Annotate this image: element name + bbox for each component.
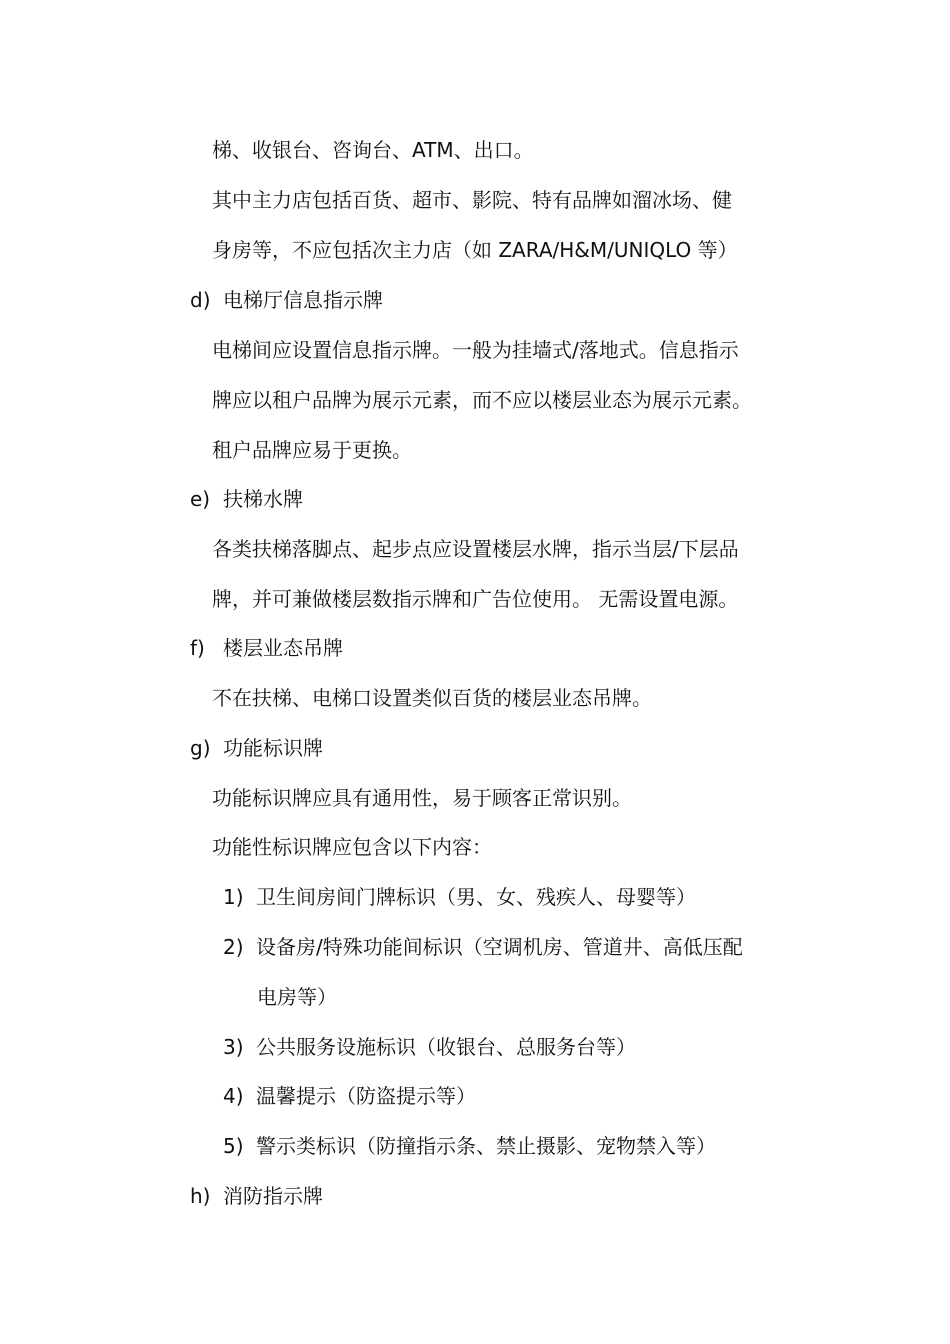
section-title: 功能标识牌 bbox=[223, 736, 323, 760]
paragraph-line: 功能标识牌应具有通用性，易于顾客正常识别。 bbox=[212, 786, 632, 810]
list-item-number: 2) bbox=[223, 935, 244, 959]
list-item bbox=[223, 933, 743, 961]
list-item-number: 5) bbox=[223, 1134, 244, 1158]
section-title: 电梯厅信息指示牌 bbox=[223, 288, 383, 312]
list-item bbox=[223, 883, 696, 911]
section-heading-g bbox=[190, 734, 323, 762]
paragraph-line: 功能性标识牌应包含以下内容： bbox=[212, 835, 492, 859]
section-heading-f bbox=[190, 634, 343, 662]
paragraph-line: 不在扶梯、电梯口设置类似百货的楼层业态吊牌。 bbox=[212, 686, 652, 710]
list-item-text: 公共服务设施标识（收银台、总服务台等） bbox=[256, 1035, 636, 1059]
paragraph-line: 牌，并可兼做楼层数指示牌和广告位使用。 无需设置电源。 bbox=[212, 587, 739, 611]
paragraph-line: 电梯间应设置信息指示牌。一般为挂墙式/落地式。信息指示 bbox=[212, 338, 739, 362]
list-item bbox=[223, 1033, 636, 1061]
section-marker: h) bbox=[190, 1184, 211, 1208]
paragraph-line: 牌应以租户品牌为展示元素，而不应以楼层业态为展示元素。 bbox=[212, 388, 752, 412]
section-marker: f) bbox=[190, 636, 205, 660]
list-item-continuation: 电房等） bbox=[257, 985, 337, 1009]
section-marker: e) bbox=[190, 487, 211, 511]
list-item-number: 4) bbox=[223, 1084, 244, 1108]
paragraph-line: 租户品牌应易于更换。 bbox=[212, 438, 412, 462]
section-marker: g) bbox=[190, 736, 211, 760]
list-item-number: 1) bbox=[223, 885, 244, 909]
list-item-text: 设备房/特殊功能间标识（空调机房、管道井、高低压配 bbox=[256, 935, 743, 959]
section-heading-d bbox=[190, 286, 383, 314]
section-heading-e bbox=[190, 485, 303, 513]
section-title: 楼层业态吊牌 bbox=[223, 636, 343, 660]
list-item-text: 温馨提示（防盗提示等） bbox=[256, 1084, 476, 1108]
list-item-number: 3) bbox=[223, 1035, 244, 1059]
paragraph-line: 身房等，不应包括次主力店（如 ZARA/H&M/UNIQLO 等） bbox=[212, 238, 738, 262]
paragraph-line: 其中主力店包括百货、超市、影院、特有品牌如溜冰场、健 bbox=[212, 188, 732, 212]
section-title: 消防指示牌 bbox=[223, 1184, 323, 1208]
section-title: 扶梯水牌 bbox=[223, 487, 303, 511]
section-marker: d) bbox=[190, 288, 211, 312]
section-heading-h bbox=[190, 1182, 323, 1210]
list-item-text: 警示类标识（防撞指示条、禁止摄影、宠物禁入等） bbox=[256, 1134, 716, 1158]
list-item bbox=[223, 1082, 476, 1110]
paragraph-line: 梯、收银台、咨询台、ATM、出口。 bbox=[212, 138, 534, 162]
paragraph-line: 各类扶梯落脚点、起步点应设置楼层水牌，指示当层/下层品 bbox=[212, 537, 739, 561]
list-item-text: 卫生间房间门牌标识（男、女、残疾人、母婴等） bbox=[256, 885, 696, 909]
list-item bbox=[223, 1132, 716, 1160]
